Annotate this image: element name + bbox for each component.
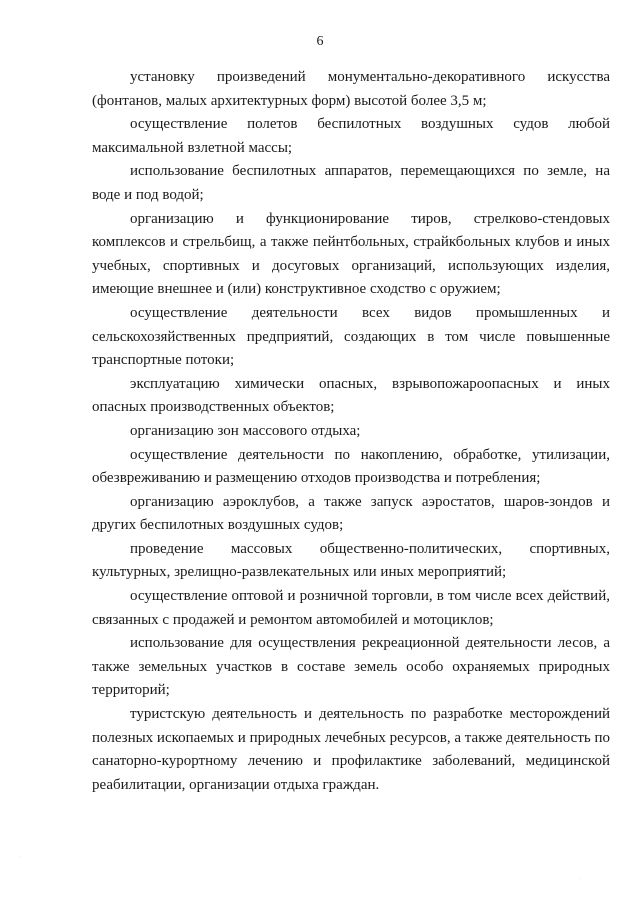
paragraph: проведение массовых общественно-политических, спортивных, культурных, зрелищно-развлекательных или иных мероприятий; [92, 540, 610, 581]
paragraph: туристскую деятельность и деятельность по разработке месторождений полезных ископаемых и природных лечебных ресурсов, а также деятельность по санаторно-курортному лечению и профилактике заболеваний, медицинской реабилитации, организации отдыха граждан. [92, 706, 611, 793]
page-number: 6 [316, 34, 324, 49]
paragraph: осуществление деятельности по накоплению, обработке, утилизации, обезвреживанию и размещению отходов производства и потребления; [92, 446, 610, 487]
paragraph: организацию и функционирование тиров, стрелково-стендовых комплексов и стрельбищ, а также пейнтбольных, страйкбольных клубов и иных учебных, спортивных и досуговых организаций, использующих изделия, имеющие внешнее и (или) конструктивное сходство с оружием; [92, 210, 610, 298]
paragraph: использование беспилотных аппаратов, перемещающихся по земле, на воде и под водой; [92, 163, 610, 203]
paragraph: осуществление полетов беспилотных воздушных судов любой максимальной взлетной массы; [92, 116, 610, 156]
scan-speck [20, 856, 21, 857]
paragraph: организацию зон массового отдыха; [130, 422, 361, 439]
document-body [92, 66, 610, 797]
paragraph: осуществление деятельности всех видов промышленных и сельскохозяйственных предприятий, создающих в том числе повышенные транспортные потоки; [92, 304, 610, 369]
paragraph: организацию аэроклубов, а также запуск аэростатов, шаров-зондов и других беспилотных воздушных судов; [92, 493, 610, 534]
paragraph: использование для осуществления рекреационной деятельности лесов, а также земельных участков в составе земель особо охраняемых природных территорий; [92, 635, 610, 699]
paragraph: осуществление оптовой и розничной торговли, в том числе всех действий, связанных с продажей и ремонтом автомобилей и мотоциклов; [92, 588, 610, 628]
paragraph: установку произведений монументально-декоративного искусства (фонтанов, малых архитектурных форм) высотой более 3,5 м; [92, 69, 610, 109]
scan-speck [580, 878, 581, 879]
paragraph: эксплуатацию химически опасных, взрывопожароопасных и иных опасных производственных объектов; [92, 375, 610, 416]
